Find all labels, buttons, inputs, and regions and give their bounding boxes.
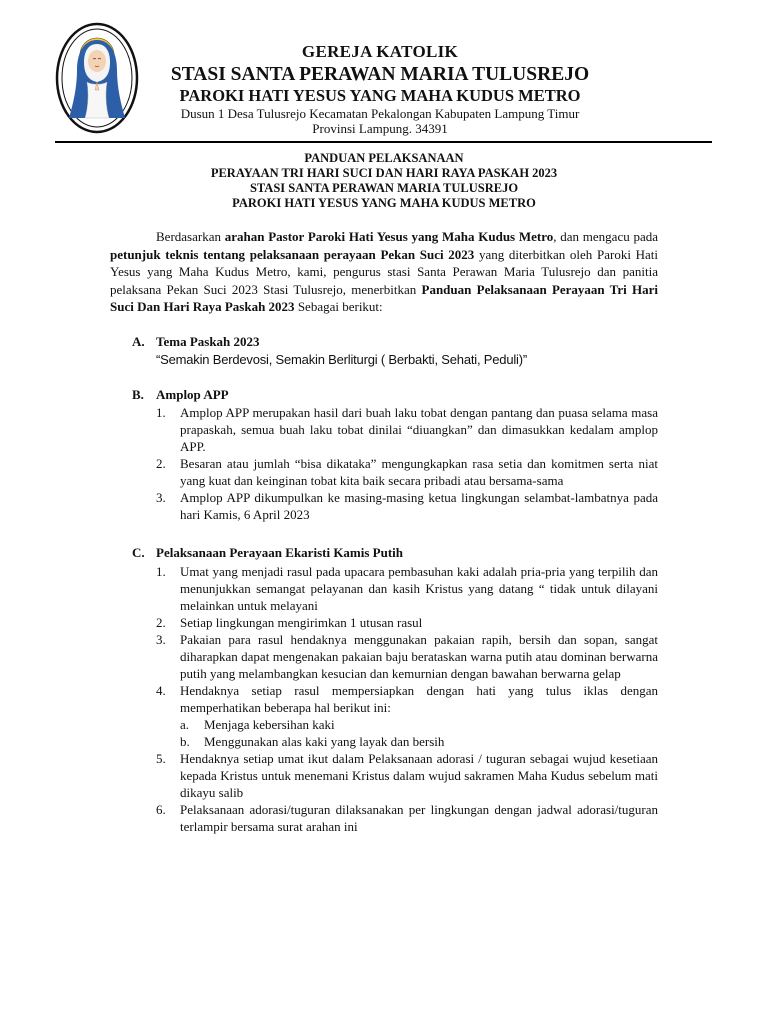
section-b-list <box>156 404 658 523</box>
list-text: Hendaknya setiap umat ikut dalam Pelaksanaan adorasi / tuguran sebagai wujud kesetiaan kepada Kristus untuk menemani Kristus dalam wujud sakramen Maha Kudus sebelum mati dikayu salib <box>180 751 658 800</box>
list-number: 4. <box>156 683 166 698</box>
list-item <box>156 404 658 455</box>
section-c-heading <box>132 545 403 561</box>
letterhead-parish: PAROKI HATI YESUS YANG MAHA KUDUS METRO <box>179 86 581 105</box>
list-text: Pakaian para rasul hendaknya menggunakan pakaian rapih, bersih dan sopan, sangat diharapkan dapat mengenakan pakaian baju berataskan warna putih atau dominan berwarna putih yang melambangkan kesucian dan kemurnian dengan bawahan berwarna gelap <box>180 632 658 681</box>
sub-list-letter: a. <box>180 717 190 732</box>
list-text: Hendaknya setiap rasul mempersiapkan dengan hati yang tulus iklas dengan memperhatikan beberapa hal berikut ini: <box>180 683 658 715</box>
list-number: 2. <box>156 456 166 471</box>
virgin-mary-logo <box>55 22 139 134</box>
sub-list-letter: b. <box>180 734 190 749</box>
section-title: Amplop APP <box>156 387 229 402</box>
document-title-line: PERAYAAN TRI HARI SUCI DAN HARI RAYA PASKAH 2023 <box>210 166 558 180</box>
list-item <box>156 682 658 750</box>
document-title-line: PAROKI HATI YESUS YANG MAHA KUDUS METRO <box>232 196 536 210</box>
list-item <box>156 563 658 614</box>
section-title: Pelaksanaan Perayaan Ekaristi Kamis Putih <box>156 545 404 560</box>
list-item <box>156 801 658 835</box>
section-a-heading <box>132 334 260 350</box>
letterhead-province: Provinsi Lampung. 34391 <box>312 121 448 136</box>
intro-bold-text: petunjuk teknis tentang pelaksanaan perayaan Pekan Suci 2023 <box>110 246 475 262</box>
intro-text: Berdasarkan <box>156 229 225 244</box>
letterhead-address: Dusun 1 Desa Tulusrejo Kecamatan Pekalongan Kabupaten Lampung Timur <box>180 106 580 121</box>
intro-bold-text: Panduan Pelaksanaan Perayaan Tri Hari Suci Dan Hari Raya Paskah 2023 <box>110 281 658 314</box>
intro-text: yang diterbitkan oleh Paroki Hati Yesus yang Maha Kudus Metro, kami, pengurus stasi Santa Perawan Maria Tulusrejo dan panitia pelaksana Pekan Suci 2023 Stasi Tulusrejo, menerbitkan <box>110 246 658 297</box>
intro-paragraph <box>110 228 658 316</box>
list-text: Amplop APP merupakan hasil dari buah laku tobat dengan pantang dan puasa selama masa prapaskah, semua buah laku tobat dinilai “diuangkan” dan dimasukkan kedalam amplop APP. <box>180 405 658 454</box>
list-number: 6. <box>156 802 166 817</box>
list-item <box>156 489 658 523</box>
sub-list <box>180 716 658 750</box>
list-text: Umat yang menjadi rasul pada upacara pembasuhan kaki adalah pria-pria yang terpilih dan menunjukkan semangat pelayanan dan kasih Kristus yang datang “ tidak untuk dilayani melainkan untuk melayani <box>180 564 658 613</box>
section-b-heading <box>132 387 229 403</box>
sub-list-text: Menjaga kebersihan kaki <box>204 717 335 732</box>
section-letter: A. <box>132 334 145 349</box>
document-title <box>110 151 658 211</box>
sub-list-text: Menggunakan alas kaki yang layak dan bersih <box>204 734 445 749</box>
intro-bold-text: arahan Pastor Paroki Hati Yesus yang Maha Kudus Metro <box>224 229 554 244</box>
list-text: Setiap lingkungan mengirimkan 1 utusan rasul <box>180 615 423 630</box>
list-text: Amplop APP dikumpulkan ke masing-masing ketua lingkungan selambat-lambatnya pada hari Kamis, 6 April 2023 <box>180 490 658 522</box>
list-number: 3. <box>156 632 166 647</box>
list-text: Pelaksanaan adorasi/tuguran dilaksanakan per lingkungan dengan jadwal adorasi/tuguran terlampir bersama surat arahan ini <box>180 802 658 834</box>
sub-list-item <box>180 716 658 733</box>
section-letter: B. <box>132 387 144 402</box>
list-number: 3. <box>156 490 166 505</box>
list-item <box>156 455 658 489</box>
list-item <box>156 614 658 631</box>
document-title-line: STASI SANTA PERAWAN MARIA TULUSREJO <box>249 181 519 195</box>
letterhead-divider <box>55 141 712 143</box>
list-item <box>156 631 658 682</box>
theme-quote: “Semakin Berdevosi, Semakin Berliturgi ( Berbakti, Sehati, Peduli)” <box>156 352 527 367</box>
intro-text: , dan mengacu pada <box>553 229 658 244</box>
letterhead-stasi: STASI SANTA PERAWAN MARIA TULUSREJO <box>170 64 590 85</box>
sub-list-item <box>180 733 658 750</box>
section-title: Tema Paskah 2023 <box>156 334 260 349</box>
section-c-list <box>156 563 658 835</box>
list-number: 5. <box>156 751 166 766</box>
list-number: 2. <box>156 615 166 630</box>
intro-text: Sebagai berikut: <box>294 299 383 314</box>
document-title-line: PANDUAN PELAKSANAAN <box>304 151 464 165</box>
list-number: 1. <box>156 564 166 579</box>
list-text: Besaran atau jumlah “bisa dikataka” mengungkapkan rasa setia dan komitmen serta niat yang kuat dan keinginan tobat kita baik secara pribadi atau bersama-sama <box>180 456 658 488</box>
letterhead-church: GEREJA KATOLIK <box>301 42 459 61</box>
list-item <box>156 750 658 801</box>
section-letter: C. <box>132 545 145 560</box>
list-number: 1. <box>156 405 166 420</box>
